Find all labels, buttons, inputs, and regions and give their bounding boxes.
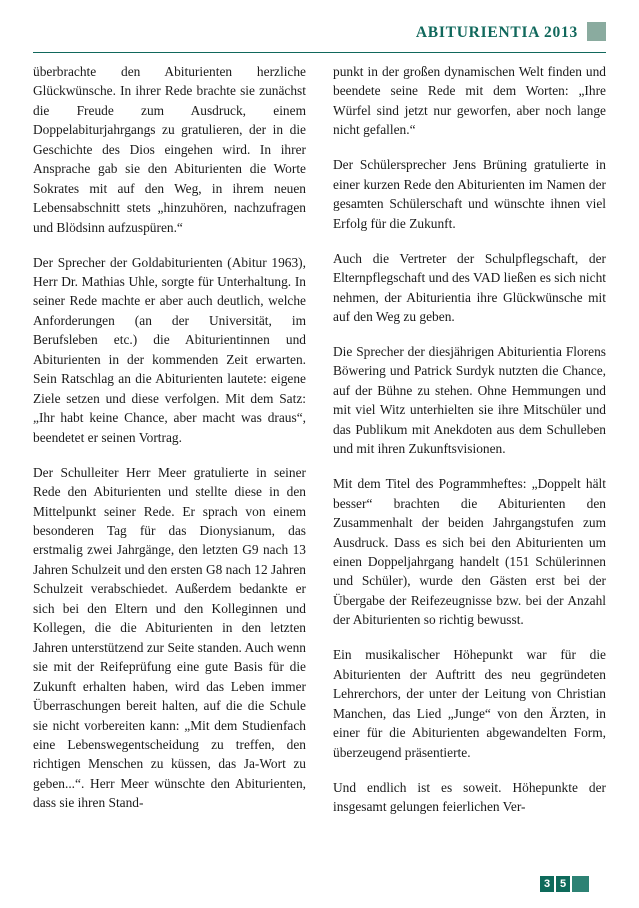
paragraph: überbrachte den Abiturienten herzliche Glückwünsche. In ihrer Rede brachte sie zunächst die Freude zum Ausdruck, einem Doppelabiturjahrgangs zu gratulieren, der in die Geschichte des Dios eingehen wird. In ihrer Ansprache gab sie den Abiturienten die Worte Sokrates mit auf den Weg, in ihrem neuen Lebensabschnitt stets „hinzuhören, nachzufragen und Blödsinn aufzuspüren.“ [33, 64, 306, 235]
square-mark-icon [587, 22, 606, 41]
page-header [33, 22, 606, 54]
paragraph: Auch die Vertreter der Schulpflegschaft, der Elternpflegschaft und des VAD ließen es sich nicht nehmen, der Abiturientia ihre Glückwünsche mit auf den Weg zu geben. [333, 250, 606, 324]
left-column [33, 62, 306, 862]
page-number [540, 876, 589, 892]
square-mark-icon [572, 876, 589, 892]
paragraph: Mit dem Titel des Pogrammheftes: „Doppelt hält besser“ brachten die Abiturienten den Zusammenhalt der beiden Jahrgangstufen zum Ausdruck. Dass es sich bei den Abiturienten um einen Doppeljahrgang handelt (151 Schülerinnen und Schüler), wurde den Gästen erst bei der Übergabe der Reifezeugnisse bzw. bei der Anzahl der Abiturienten so richtig bewusst. [333, 476, 606, 628]
page-number-digit: 5 [556, 876, 570, 892]
paragraph: Ein musikalischer Höhepunkt war für die Abiturienten der Auftritt des neu gegründeten Lehrerchors, der unter der Leitung von Christian Manchen, das Lied „Junge“ von den Ärzten, in einer für die Abiturienten abgewandelten Form, überzeugend präsentierte. [333, 647, 606, 760]
page-title: ABITURIENTIA 2013 [415, 24, 578, 41]
page-number-digit: 3 [540, 876, 554, 892]
header-divider [33, 52, 606, 53]
right-column [333, 62, 606, 862]
paragraph: punkt in der großen dynamischen Welt finden und beendete seine Rede mit dem Worten: „Ihre Würfel sind jetzt nur geworfen, aber noch lange nicht gefallen.“ [333, 64, 606, 138]
paragraph: Der Schülersprecher Jens Brüning gratulierte in einer kurzen Rede den Abiturienten im Namen der gesamten Schülerschaft und wünschte ihnen viel Erfolg für die Zukunft. [333, 157, 606, 231]
article-body [33, 62, 606, 862]
paragraph: Der Schulleiter Herr Meer gratulierte in seiner Rede den Abiturienten und stellte diese in den Mittelpunkt seiner Rede. Er sprach von einem besonderen Tag für das Dionysianum, das erstmalig zwei Jahrgänge, den letzten G9 nach 13 Jahren Schulzeit und den ersten G8 nach 12 Jahren Schulzeit verabschiedet. Außerdem bedankte er sich bei den Eltern und den Kolleginnen und Kollegen, die die Abiturienten in den letzten Jahren unterstützend zur Seite standen. Auch wenn sie mit der Reifeprüfung eine gute Basis für die Zukunft erhalten haben, wird das Leben immer Überraschungen bereit halten, auf die die Schule sie nicht vorbereiten kann: „Mit dem Studienfach eine Lebenswegentscheidung zu treffen, den richtigen Menschen zu küssen, das Ja-Wort zu geben...“. Herr Meer wünschte den Abiturienten, dass sie ihren Stand- [33, 464, 306, 811]
paragraph: Die Sprecher der diesjährigen Abiturientia Florens Böwering und Patrick Surdyk nutzten die Chance, auf der Bühne zu stehen. Ohne Hemmungen und mit viel Witz unterhielten sie ihre Mitschüler und das Publikum mit Anekdoten aus dem Schulleben und mit ihren Zukunftsvisionen. [333, 343, 606, 457]
paragraph: Und endlich ist es soweit. Höhepunkte der insgesamt gelungen feierlichen Ver- [333, 779, 606, 814]
paragraph: Der Sprecher der Goldabiturienten (Abitur 1963), Herr Dr. Mathias Uhle, sorgte für Unterhaltung. In seiner Rede machte er aber auch deutlich, welche Anforderungen (an der Universität, im Berufsleben etc.) die Abiturientinnen und Abiturienten in der kommenden Zeit erwarten. Sein Ratschlag an die Abiturienten lautete: eigene Ziele setzen und diese verfolgen. Mit dem Satz: „Ihr habt keine Chance, aber macht was draus“, beendetet er seinen Vortrag. [33, 254, 306, 445]
